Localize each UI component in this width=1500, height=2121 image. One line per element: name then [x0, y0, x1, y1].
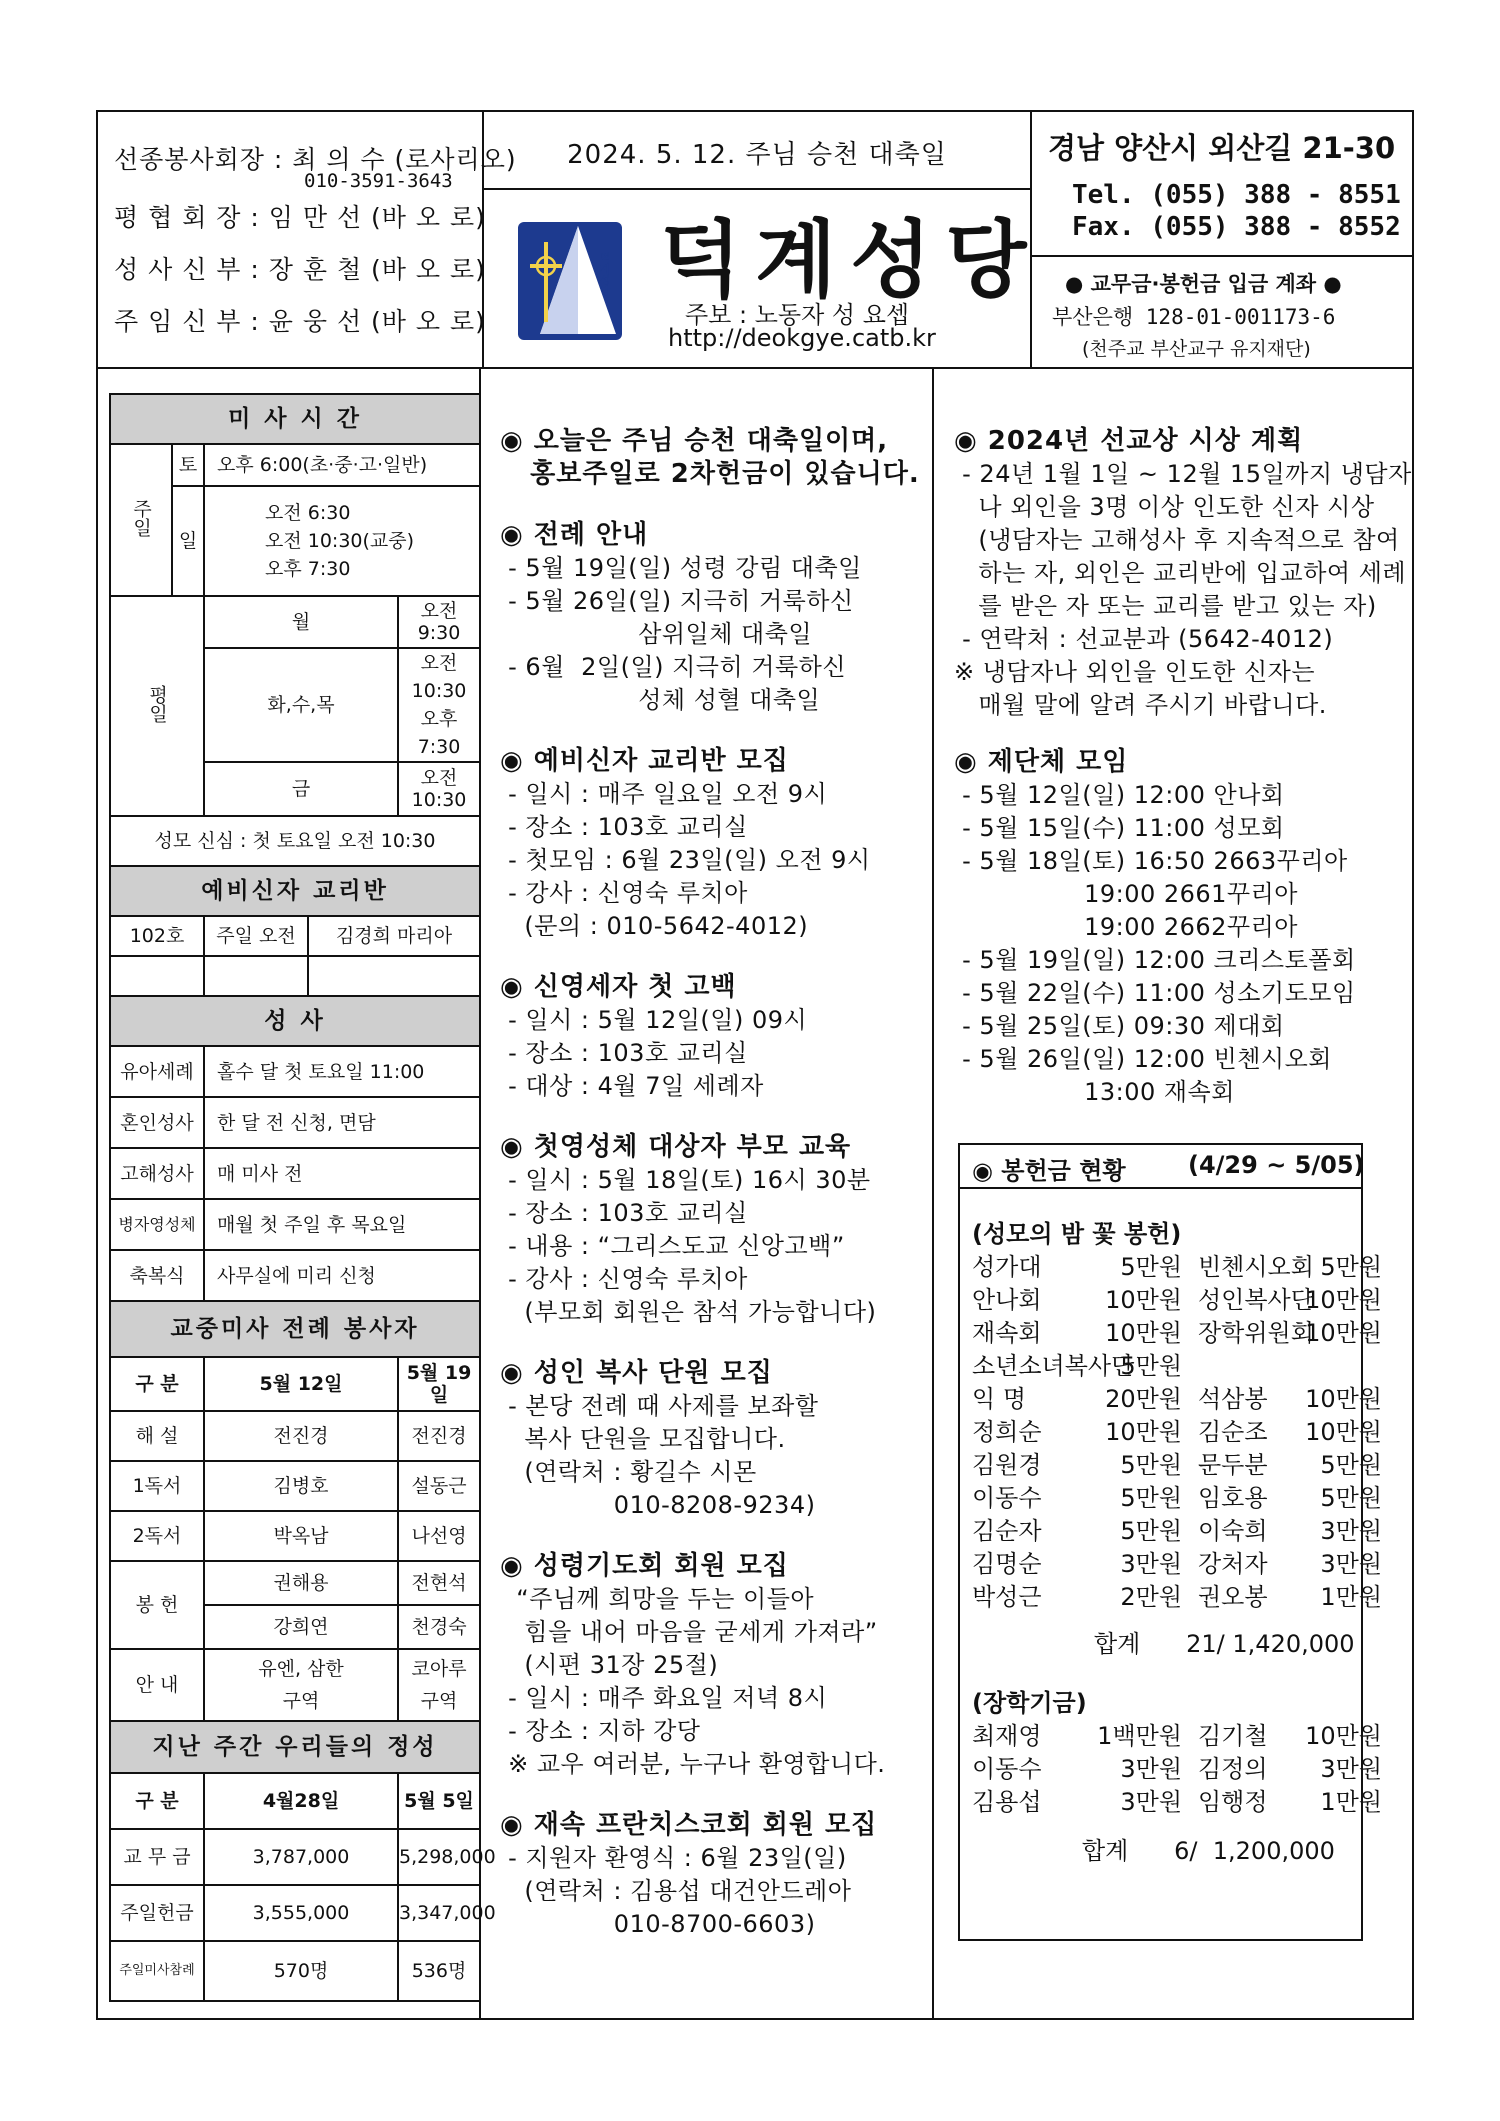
middle-announcements	[500, 425, 930, 1941]
notice-line: 를 받은 자 또는 교리를 받고 있는 자)	[954, 592, 1377, 620]
staff-president: 선종봉사회장 : 최 의 수 (로사리오)	[114, 145, 517, 174]
notice-line: - 5월 15일(수) 11:00 성모회	[954, 814, 1285, 842]
sincerity-label: 주일미사참례	[110, 1941, 204, 2001]
notice-line: - 5월 25일(토) 09:30 제대회	[954, 1012, 1285, 1040]
notice-line: - 5월 19일(일) 12:00 크리스토폴회	[954, 946, 1356, 974]
sun-label: 일	[172, 486, 204, 596]
sacrament-value: 홀수 달 첫 토요일 11:00	[204, 1046, 480, 1097]
notice-heading: ◉ 첫영성체 대상자 부모 교육	[500, 1132, 852, 1162]
notice-line: - 일시 : 매주 일요일 오전 9시	[500, 780, 828, 808]
servers-col1: 5월 12일	[204, 1357, 398, 1411]
donations-period: (4/29 ~ 5/05)	[1188, 1151, 1365, 1179]
header-address-divider	[1030, 255, 1414, 257]
notice-line: 매월 말에 알려 주시기 바랍니다.	[954, 691, 1327, 719]
donation-row: 안나회 10만원 성인복사단10만원	[972, 1286, 1382, 1314]
sacrament-label: 축복식	[110, 1250, 204, 1301]
donation-row: 성가대 5만원 빈첸시오회 5만원	[972, 1253, 1382, 1281]
donation-row: 이동수 5만원 임호용 5만원	[972, 1484, 1382, 1512]
right-announcements	[954, 425, 1412, 1109]
offering-role: 봉 헌	[110, 1561, 204, 1649]
notice-heading: ◉ 예비신자 교리반 모집	[500, 746, 789, 776]
bank-account: 부산은행 128-01-001173-6	[1052, 305, 1336, 329]
mass-title: 미 사 시 간	[110, 394, 480, 444]
president-phone: 010-3591-3643	[304, 170, 453, 192]
notice-heading: ◉ 2024년 선교상 시상 계획	[954, 426, 1304, 456]
notice-line: 홍보주일로 2차헌금이 있습니다.	[500, 459, 920, 489]
info-table	[109, 393, 496, 2002]
notice-line: - 일시 : 매주 화요일 저녁 8시	[500, 1684, 828, 1712]
notice-line: (문의 : 010-5642-4012)	[500, 912, 809, 940]
donation-total: 합계 6/ 1,200,000	[1082, 1837, 1335, 1865]
notice-line: - 장소 : 103호 교리실	[500, 1039, 748, 1067]
notice-line: - 강사 : 신영숙 루치아	[500, 879, 748, 907]
notice-line: - 장소 : 103호 교리실	[500, 813, 748, 841]
sincerity-a: 3,555,000	[204, 1885, 398, 1941]
bank-org: (천주교 부산교구 유지재단)	[1082, 338, 1311, 360]
donation-row: 최재영 1백만원 김기철 10만원	[972, 1722, 1382, 1750]
sincerity-b: 536명	[398, 1941, 480, 2001]
sincerity-label: 교 무 금	[110, 1829, 204, 1885]
notice-line: - 연락처 : 선교분과 (5642-4012)	[954, 625, 1334, 653]
donation-row: 정희순 10만원 김순조 10만원	[972, 1418, 1382, 1446]
sincerity-b: 3,347,000	[398, 1885, 480, 1941]
sacrament-label: 고해성사	[110, 1148, 204, 1199]
notice-line: 13:00 재속회	[954, 1078, 1235, 1106]
notice-line: - 장소 : 지하 강당	[500, 1717, 701, 1745]
notice-line: “주님께 희망을 두는 이들아	[500, 1585, 815, 1613]
usher-role: 안 내	[110, 1649, 204, 1721]
notice-line: - 6월 2일(일) 지극히 거룩하신	[500, 653, 847, 681]
sacrament-label: 혼인성사	[110, 1097, 204, 1148]
server-b: 나선영	[398, 1511, 480, 1561]
catechumen-room: 102호	[110, 916, 204, 956]
fri-label: 금	[204, 762, 398, 816]
server-b: 전진경	[398, 1411, 480, 1461]
notice-line: - 본당 전례 때 사제를 보좌할	[500, 1392, 819, 1420]
donation-row: 소년소녀복사단5만원	[972, 1352, 1182, 1380]
notice-line: 성체 성혈 대축일	[500, 686, 821, 714]
servers-col2: 5월 19일	[398, 1357, 480, 1411]
sacrament-value: 매월 첫 주일 후 목요일	[204, 1199, 480, 1250]
notice-line: ※ 교우 여러분, 누구나 환영합니다.	[500, 1750, 886, 1778]
donation-group-title: (장학기금)	[972, 1689, 1087, 1717]
server-a: 박옥남	[204, 1511, 398, 1561]
notice-heading: ◉ 전례 안내	[500, 520, 649, 550]
date-line: 2024. 5. 12. 주님 승천 대축일	[567, 140, 947, 170]
offering-a: 권해용	[204, 1561, 398, 1605]
sunday-label: 주일	[110, 444, 172, 596]
offering-a: 강희연	[204, 1605, 398, 1649]
notice-heading: ◉ 오늘은 주님 승천 대축일이며,	[500, 426, 889, 456]
notice-line: 19:00 2661꾸리아	[954, 880, 1298, 908]
notice-line: (연락처 : 황길수 시몬	[500, 1458, 757, 1486]
offering-b: 천경숙	[398, 1605, 480, 1649]
server-role: 해 설	[110, 1411, 204, 1461]
offering-b: 전현석	[398, 1561, 480, 1605]
address: 경남 양산시 외산길 21-30	[1048, 131, 1396, 165]
donation-row: 익 명 20만원 석삼봉 10만원	[972, 1385, 1382, 1413]
notice-line: - 첫모임 : 6월 23일(일) 오전 9시	[500, 846, 871, 874]
sincerity-col1: 4월28일	[204, 1773, 398, 1829]
catechumen-time: 주일 오전	[204, 916, 308, 956]
notice-line: - 5월 19일(일) 성령 강림 대축일	[500, 554, 862, 582]
notice-line: 하는 자, 외인은 교리반에 입교하여 세례	[954, 559, 1407, 587]
notice-line: - 5월 26일(일) 12:00 빈첸시오회	[954, 1045, 1332, 1073]
donations-header-divider	[958, 1187, 1363, 1189]
usher-a: 유엔, 삼한 구역	[204, 1649, 398, 1721]
notice-line: 010-8208-9234)	[500, 1491, 816, 1519]
donation-row: 김용섭 3만원 임행정 1만원	[972, 1788, 1382, 1816]
logo-lettering: 덕계성당	[598, 252, 611, 296]
staff-council: 평 협 회 장 : 임 만 선 (바 오 로)	[114, 203, 486, 232]
weekday-label: 평일	[110, 596, 204, 816]
servers-col0: 구 분	[110, 1357, 204, 1411]
patron-line: 주보 : 노동자 성 요셉	[685, 301, 910, 329]
sincerity-col2: 5월 5일	[398, 1773, 480, 1829]
donation-total: 합계 21/ 1,420,000	[1094, 1630, 1355, 1658]
sacrament-label: 유아세례	[110, 1046, 204, 1097]
tue-label: 화,수,목	[204, 648, 398, 762]
notice-line: (시편 31장 25절)	[500, 1651, 719, 1679]
donation-row: 김명순 3만원 강처자 3만원	[972, 1550, 1382, 1578]
notice-line: 나 외인을 3명 이상 인도한 신자 시상	[954, 493, 1375, 521]
sacrament-label: 병자영성체	[110, 1199, 204, 1250]
notice-line: - 5월 22일(수) 11:00 성소기도모임	[954, 979, 1356, 1007]
sacrament-value: 매 미사 전	[204, 1148, 480, 1199]
notice-heading: ◉ 재속 프란치스코회 회원 모집	[500, 1810, 878, 1840]
usher-b: 코아루 구역	[398, 1649, 480, 1721]
website-url[interactable]: http://deokgye.catb.kr	[668, 324, 936, 352]
body-divider-2	[932, 367, 934, 2020]
tue-times: 오전 10:30 오후 7:30	[398, 648, 480, 762]
notice-line: (부모회 회원은 참석 가능합니다)	[500, 1298, 877, 1326]
notice-heading: ◉ 제단체 모임	[954, 747, 1129, 777]
notice-line: - 장소 : 103호 교리실	[500, 1199, 748, 1227]
donation-row: 이동수 3만원 김정의 3만원	[972, 1755, 1382, 1783]
notice-heading: ◉ 성령기도회 회원 모집	[500, 1551, 789, 1581]
sun-times: 오전 6:30 오전 10:30(교중) 오후 7:30	[204, 486, 480, 596]
sincerity-a: 3,787,000	[204, 1829, 398, 1885]
catechumen-teacher: 김경희 마리아	[308, 916, 480, 956]
donation-row: 박성근 2만원 권오봉 1만원	[972, 1583, 1382, 1611]
server-role: 1독서	[110, 1461, 204, 1511]
header-date-divider	[482, 188, 1030, 190]
notice-heading: ◉ 성인 복사 단원 모집	[500, 1358, 773, 1388]
donation-row: 김순자 5만원 이숙희 3만원	[972, 1517, 1382, 1545]
server-b: 설동근	[398, 1461, 480, 1511]
notice-line: - 내용 : “그리스도교 신앙고백”	[500, 1232, 845, 1260]
notice-line: 19:00 2662꾸리아	[954, 913, 1298, 941]
sacrament-value: 한 달 전 신청, 면담	[204, 1097, 480, 1148]
server-a: 전진경	[204, 1411, 398, 1461]
staff-sacrament-priest: 성 사 신 부 : 장 훈 철 (바 오 로)	[114, 255, 486, 284]
notice-line: - 대상 : 4월 7일 세례자	[500, 1072, 764, 1100]
header-divider	[96, 367, 1414, 369]
notice-line: - 5월 18일(토) 16:50 2663꾸리아	[954, 847, 1348, 875]
mon-label: 월	[204, 596, 398, 648]
notice-line: - 24년 1월 1일 ~ 12월 15일까지 냉담자	[954, 460, 1412, 488]
server-a: 김병호	[204, 1461, 398, 1511]
notice-line: 010-8700-6603)	[500, 1910, 816, 1938]
notice-line: ※ 냉담자나 외인을 인도한 신자는	[954, 658, 1316, 686]
donation-row: 김원경 5만원 문두분 5만원	[972, 1451, 1382, 1479]
notice-heading: ◉ 신영세자 첫 고백	[500, 972, 737, 1002]
marian-devotion: 성모 신심 : 첫 토요일 오전 10:30	[110, 816, 480, 866]
notice-line: 힘을 내어 마음을 굳세게 가져라”	[500, 1618, 878, 1646]
notice-line: - 5월 26일(일) 지극히 거룩하신	[500, 587, 854, 615]
servers-title: 교중미사 전례 봉사자	[110, 1301, 480, 1357]
catechumen-title: 예비신자 교리반	[110, 866, 480, 916]
sincerity-col0: 구 분	[110, 1773, 204, 1829]
notice-line: - 5월 12일(일) 12:00 안나회	[954, 781, 1285, 809]
notice-line: (냉담자는 고해성사 후 지속적으로 참여	[954, 526, 1400, 554]
mon-time: 오전 9:30	[398, 596, 480, 648]
notice-line: 삼위일체 대축일	[500, 620, 813, 648]
notice-line: 복사 단원을 모집합니다.	[500, 1425, 786, 1453]
donation-group-title: (성모의 밤 꽃 봉헌)	[972, 1220, 1182, 1248]
donations-title: ◉ 봉헌금 현황	[972, 1157, 1126, 1185]
sacraments-title: 성 사	[110, 996, 480, 1046]
sat-label: 토	[172, 444, 204, 486]
donations-body	[972, 1218, 1382, 1868]
church-logo	[518, 222, 622, 340]
bank-title: ● 교무금·봉헌금 입금 계좌 ●	[1065, 272, 1342, 296]
notice-line: (연락처 : 김용섭 대건안드레아	[500, 1877, 852, 1905]
notice-line: - 일시 : 5월 18일(토) 16시 30분	[500, 1166, 871, 1194]
sincerity-b: 5,298,000	[398, 1829, 480, 1885]
fri-time: 오전 10:30	[398, 762, 480, 816]
notice-line: - 지원자 환영식 : 6월 23일(일)	[500, 1844, 847, 1872]
church-title: 덕계성당	[660, 210, 1041, 309]
sincerity-title: 지난 주간 우리들의 정성	[110, 1721, 480, 1773]
sat-time: 오후 6:00(초·중·고·일반)	[204, 444, 480, 486]
staff-list	[114, 143, 517, 339]
staff-pastor: 주 임 신 부 : 윤 웅 선 (바 오 로)	[114, 307, 486, 336]
sincerity-a: 570명	[204, 1941, 398, 2001]
sacrament-value: 사무실에 미리 신청	[204, 1250, 480, 1301]
sincerity-label: 주일헌금	[110, 1885, 204, 1941]
telephone: Tel. (055) 388 - 8551	[1072, 180, 1401, 210]
notice-line: - 강사 : 신영숙 루치아	[500, 1265, 748, 1293]
notice-line: - 일시 : 5월 12일(일) 09시	[500, 1006, 808, 1034]
donation-row: 재속회 10만원 장학위원회10만원	[972, 1319, 1382, 1347]
fax: Fax. (055) 388 - 8552	[1072, 212, 1401, 242]
server-role: 2독서	[110, 1511, 204, 1561]
